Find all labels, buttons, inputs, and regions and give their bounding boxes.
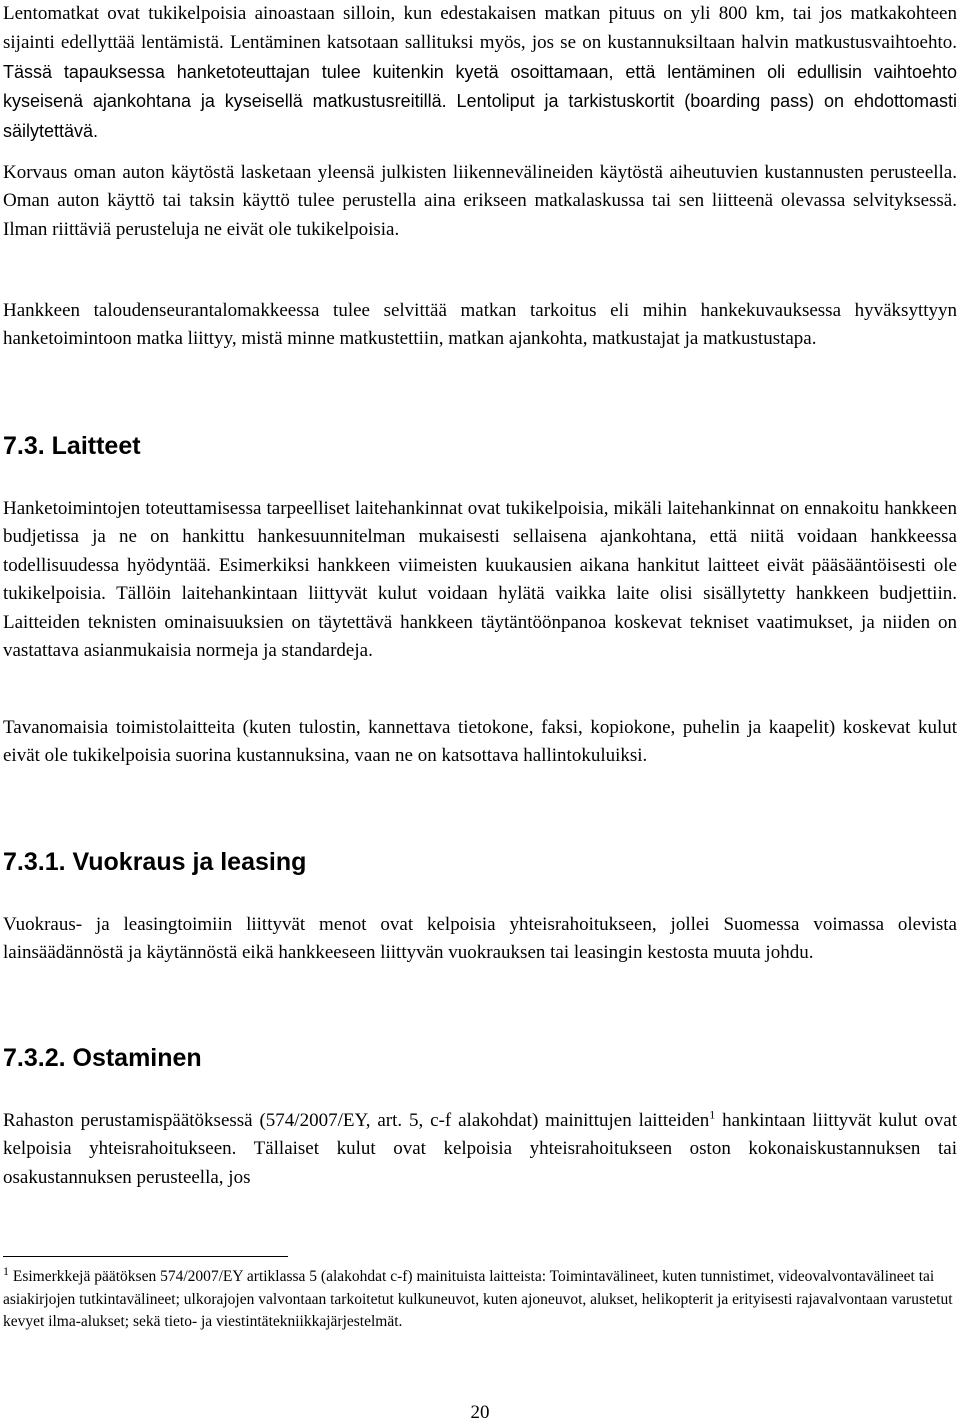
paragraph-flights: [3, 0, 957, 146]
paragraph-office-equipment: [3, 714, 957, 771]
footnote: [3, 1263, 957, 1334]
heading-7-3: [3, 431, 957, 461]
footnote-text: Esimerkkejä päätöksen 574/2007/EY artiklassa 5 (alakohdat c-f) mainituista laitteista: Toimintavälineet, kuten tunnistimet, videovalvontavälineet tai asiakirjojen tutkintavälineet; ulkorajojen valvontaan tarkoitetut kulkuneuvot, kuten ajoneuvot, alukset, helikopterit ja erityisesti rajavalvontaan varustetut kevyet ilma-alukset; sekä tieto- ja viestintätekniikkajärjestelmät.: [3, 1268, 953, 1330]
paragraph-flights-part2: Tässä tapauksessa hanketoteuttajan tulee kuitenkin kyetä osoittamaan, että lentäminen oli edullisin vaihtoehto kyseisenä ajankohtana ja kyseisellä matkustusreitillä. Lentoliput ja tarkistuskortit (boarding pass) on ehdottomasti säilytettävä.: [3, 61, 957, 141]
heading-7-3-1: [3, 847, 957, 877]
paragraph-travel-reporting: [3, 297, 957, 354]
heading-7-3-2-text: 7.3.2. Ostaminen: [3, 1044, 202, 1072]
paragraph-car-part2: Oman auton käyttö tai taksin käyttö tulee perustella aina erikseen matkalaskussa tai sen liitteenä olevassa selvityksessä. Ilman riittäviä perusteluja ne eivät ole tukikelpoisia.: [3, 190, 957, 240]
paragraph-purchasing-after-ref: hankintaan liittyvät kulut ovat kelpoisia yhteisrahoitukseen. Tällaiset kulut ovat kelpoisia yhteisrahoitukseen oston kokonaiskustannuksen tai osakustannuksen perusteella, jos: [3, 1110, 958, 1188]
paragraph-purchasing-before-ref: Rahaston perustamispäätöksessä (574/2007/EY, art. 5, c-f alakohdat) mainittujen laitteiden: [3, 1110, 710, 1131]
paragraph-car-part1: Korvaus oman auton käytöstä lasketaan yleensä julkisten liikennevälineiden käytöstä aiheutuvien kustannusten perusteella.: [3, 162, 957, 183]
heading-7-3-1-text: 7.3.1. Vuokraus ja leasing: [3, 848, 307, 876]
heading-7-3-text: 7.3. Laitteet: [3, 432, 141, 460]
page-number: 20: [470, 1402, 490, 1423]
paragraph-equipment-text: Hanketoimintojen toteuttamisessa tarpeelliset laitehankinnat ovat tukikelpoisia, mikäli laitehankinnat on ennakoitu hankkeen budjetissa ja ne on hankittu hankesuunnitelman mukaisesti sellaisena ajankohtana, että niitä voidaan hankkeessa todellisuudessa hyödyntää. Esimerkiksi hankkeen viimeisten kuukausien aikana hankitut laitteet eivät pääsääntöisesti ole tukikelpoisia. Tällöin laitehankintaan liittyvät kulut voidaan hylätä vaikka laite olisi sisällytetty hankkeen budjettiin. Laitteiden teknisten ominaisuuksien on täytettävä hankkeen täytäntöönpanoa koskevat tekniset vaatimukset, ja niiden on vastattava asianmukaisia normeja ja standardeja.: [3, 498, 957, 662]
paragraph-purchasing: [3, 1107, 957, 1192]
footnote-marker: 1: [3, 1263, 9, 1278]
paragraph-car-compensation: [3, 159, 957, 244]
footnote-reference: 1: [709, 1107, 716, 1122]
paragraph-office-equipment-text: Tavanomaisia toimistolaitteita (kuten tulostin, kannettava tietokone, faksi, kopiokone, puhelin ja kaapelit) koskevat kulut eivät ole tukikelpoisia suorina kustannuksina, vaan ne on katsottava hallintokuluiksi.: [3, 717, 957, 767]
heading-7-3-2: [3, 1043, 957, 1073]
paragraph-equipment: [3, 495, 957, 665]
paragraph-leasing: [3, 911, 957, 968]
paragraph-leasing-text: Vuokraus- ja leasingtoimiin liittyvät menot ovat kelpoisia yhteisrahoitukseen, jollei Suomessa voimassa olevista lainsäädännöstä ja käytännöstä eikä hankkeeseen liittyvän vuokrauksen tai leasingin kestosta muuta johdu.: [3, 914, 957, 964]
paragraph-flights-part1: Lentomatkat ovat tukikelpoisia ainoastaan silloin, kun edestakaisen matkan pituus on yli 800 km, tai jos matkakohteen sijainti edellyttää lentämistä. Lentäminen katsotaan sallituksi myös, jos se on kustannuksiltaan halvin matkustusvaihtoehto.: [3, 3, 957, 54]
paragraph-travel-reporting-text: Hankkeen taloudenseurantalomakkeessa tulee selvittää matkan tarkoitus eli mihin hankekuvauksessa hyväksyttyyn hanketoimintoon matka liittyy, mistä minne matkustettiin, matkan ajankohta, matkustajat ja matkustustapa.: [3, 300, 957, 350]
footnote-separator: [3, 1256, 288, 1257]
